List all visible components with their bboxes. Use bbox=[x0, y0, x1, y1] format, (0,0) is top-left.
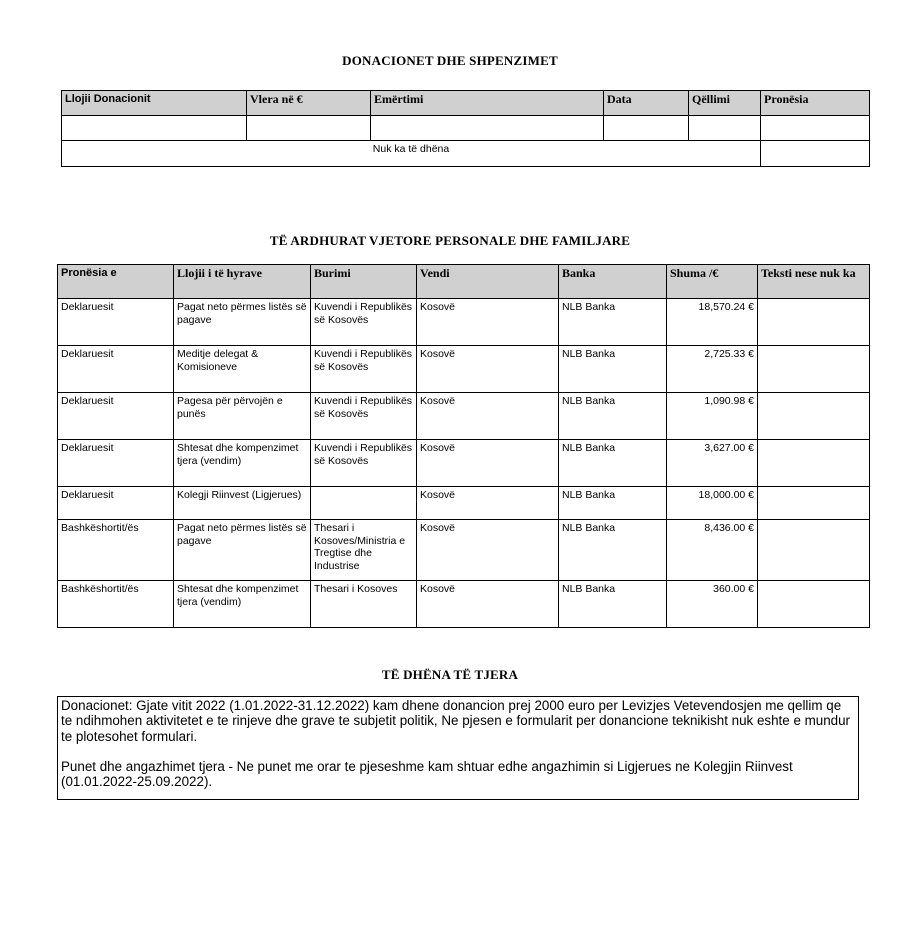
table-row bbox=[58, 393, 870, 440]
table-cell: 8,436.00 € bbox=[667, 520, 758, 581]
donations-blank-row bbox=[62, 116, 870, 141]
table-cell: Kolegji Riinvest (Ligjerues) bbox=[174, 487, 311, 520]
table-cell: Pagesa për përvojën e punës bbox=[174, 393, 311, 440]
donations-header-purpose: Qëllimi bbox=[689, 91, 761, 116]
table-cell: Thesari i Kosoves bbox=[311, 581, 417, 628]
donations-header-row bbox=[62, 91, 870, 116]
donations-table bbox=[61, 90, 870, 167]
table-cell: Thesari i Kosoves/Ministria e Tregtise dhe Industrise bbox=[311, 520, 417, 581]
table-cell: Kosovë bbox=[417, 520, 559, 581]
table-cell bbox=[247, 116, 371, 141]
table-cell: Kuvendi i Republikës së Kosovës bbox=[311, 440, 417, 487]
income-header-source: Burimi bbox=[311, 265, 417, 299]
table-row bbox=[58, 440, 870, 487]
table-cell: Kuvendi i Republikës së Kosovës bbox=[311, 393, 417, 440]
donations-header-date: Data bbox=[604, 91, 689, 116]
table-cell: NLB Banka bbox=[559, 520, 667, 581]
other-title: TË DHËNA TË TJERA bbox=[381, 667, 519, 682]
table-cell: Bashkëshortit/ës bbox=[58, 520, 174, 581]
income-header-owner: Pronësia e bbox=[58, 265, 174, 299]
table-cell bbox=[761, 141, 870, 167]
income-title: TË ARDHURAT VJETORE PERSONALE DHE FAMILJARE bbox=[269, 233, 631, 248]
income-header-row bbox=[58, 265, 870, 299]
income-header-note: Teksti nese nuk ka bbox=[758, 265, 870, 299]
income-header-bank: Banka bbox=[559, 265, 667, 299]
table-cell: Shtesat dhe kompenzimet tjera (vendim) bbox=[174, 440, 311, 487]
table-row bbox=[58, 581, 870, 628]
table-cell bbox=[62, 116, 247, 141]
table-cell bbox=[758, 299, 870, 346]
table-cell bbox=[604, 116, 689, 141]
engagement-note: Punet dhe angazhimet tjera - Ne punet me orar te pjeseshme kam shtuar edhe angazhimin si Ligjerues ne Kolegjin Riinvest (01.01.2022-25.09.2022). bbox=[61, 758, 793, 790]
table-cell: NLB Banka bbox=[559, 346, 667, 393]
table-cell: Shtesat dhe kompenzimet tjera (vendim) bbox=[174, 581, 311, 628]
table-cell: Deklaruesit bbox=[58, 440, 174, 487]
table-row bbox=[58, 299, 870, 346]
table-cell: NLB Banka bbox=[559, 581, 667, 628]
table-cell bbox=[371, 116, 604, 141]
table-cell: Kosovë bbox=[417, 440, 559, 487]
donations-header-type: Llojii Donacionit bbox=[62, 91, 247, 116]
table-cell bbox=[758, 581, 870, 628]
table-cell: 1,090.98 € bbox=[667, 393, 758, 440]
table-cell: Kuvendi i Republikës së Kosovës bbox=[311, 346, 417, 393]
table-cell bbox=[761, 116, 870, 141]
table-cell: Bashkëshortit/ës bbox=[58, 581, 174, 628]
table-cell: Meditje delegat & Komisioneve bbox=[174, 346, 311, 393]
table-cell: Pagat neto përmes listës së pagave bbox=[174, 299, 311, 346]
table-cell: NLB Banka bbox=[559, 299, 667, 346]
table-cell: NLB Banka bbox=[559, 440, 667, 487]
table-cell: Deklaruesit bbox=[58, 299, 174, 346]
donations-empty-row bbox=[62, 141, 870, 167]
table-cell bbox=[758, 520, 870, 581]
table-row bbox=[58, 520, 870, 581]
table-cell: Kosovë bbox=[417, 487, 559, 520]
donations-header-ownership: Pronësia bbox=[761, 91, 870, 116]
table-row bbox=[58, 487, 870, 520]
income-header-country: Vendi bbox=[417, 265, 559, 299]
table-cell: Deklaruesit bbox=[58, 393, 174, 440]
income-table bbox=[57, 264, 870, 628]
table-cell: NLB Banka bbox=[559, 487, 667, 520]
table-cell: 360.00 € bbox=[667, 581, 758, 628]
donation-note: Donacionet: Gjate vitit 2022 (1.01.2022-31.12.2022) kam dhene donancion prej 2000 euro per Levizjes Vetevendosjen me qellim qe te ndihmohen aktivitetet e te rinjeve dhe grave te subjetit politik, Ne pjesen e formularit per donancione teknikisht nuk eshte e mundur te plotesohet formulari. bbox=[61, 698, 851, 744]
table-cell bbox=[758, 346, 870, 393]
table-cell bbox=[689, 116, 761, 141]
table-cell: Kuvendi i Republikës së Kosovës bbox=[311, 299, 417, 346]
table-cell: Kosovë bbox=[417, 299, 559, 346]
donations-empty-text: Nuk ka të dhëna bbox=[62, 141, 761, 167]
table-cell: 2,725.33 € bbox=[667, 346, 758, 393]
donations-header-name: Emërtimi bbox=[371, 91, 604, 116]
table-cell: Deklaruesit bbox=[58, 487, 174, 520]
table-cell bbox=[311, 487, 417, 520]
table-cell: Deklaruesit bbox=[58, 346, 174, 393]
income-header-type: Llojii i të hyrave bbox=[174, 265, 311, 299]
table-cell: Kosovë bbox=[417, 346, 559, 393]
income-header-amount: Shuma /€ bbox=[667, 265, 758, 299]
table-cell: NLB Banka bbox=[559, 393, 667, 440]
donations-title: DONACIONET DHE SHPENZIMET bbox=[342, 53, 558, 68]
table-cell: Kosovë bbox=[417, 393, 559, 440]
table-cell: Pagat neto përmes listës së pagave bbox=[174, 520, 311, 581]
other-notes-box bbox=[57, 696, 859, 800]
table-row bbox=[58, 346, 870, 393]
donations-header-value: Vlera në € bbox=[247, 91, 371, 116]
table-cell: 3,627.00 € bbox=[667, 440, 758, 487]
table-cell bbox=[758, 440, 870, 487]
table-cell bbox=[758, 393, 870, 440]
table-cell: 18,570.24 € bbox=[667, 299, 758, 346]
table-cell: Kosovë bbox=[417, 581, 559, 628]
table-cell bbox=[758, 487, 870, 520]
table-cell: 18,000.00 € bbox=[667, 487, 758, 520]
